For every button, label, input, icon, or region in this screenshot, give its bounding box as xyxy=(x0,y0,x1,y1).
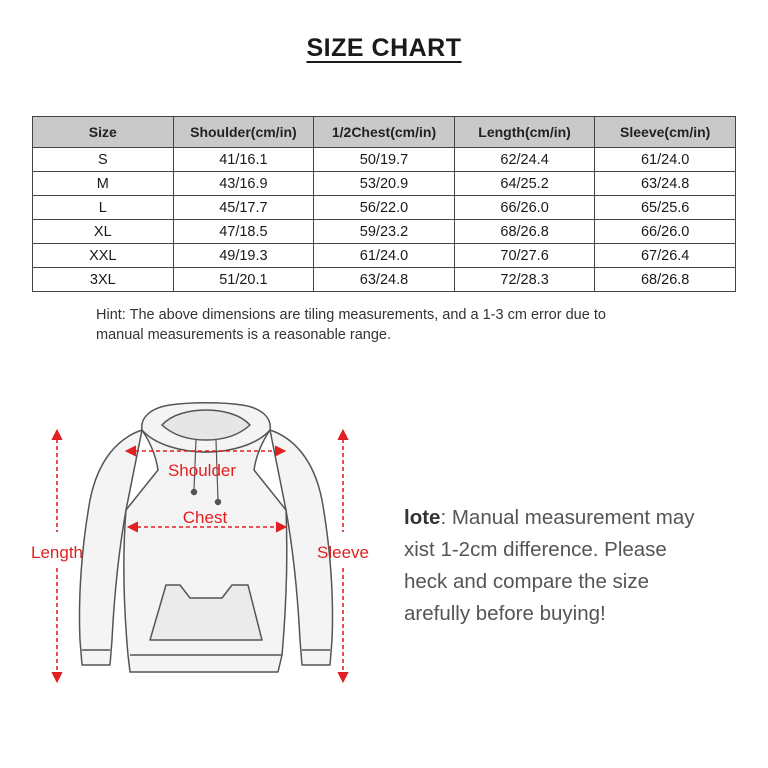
title-text: SIZE CHART xyxy=(306,34,462,62)
cell: 68/26.8 xyxy=(454,220,595,244)
cell: 72/28.3 xyxy=(454,268,595,292)
cell: XL xyxy=(33,220,174,244)
cell: L xyxy=(33,196,174,220)
cell: 70/27.6 xyxy=(454,244,595,268)
cell: 64/25.2 xyxy=(454,172,595,196)
note-line-2: xist 1-2cm difference. Please xyxy=(404,538,667,561)
cell: 61/24.0 xyxy=(314,244,455,268)
cell: 51/20.1 xyxy=(173,268,314,292)
cell: 63/24.8 xyxy=(314,268,455,292)
col-sleeve: Sleeve(cm/in) xyxy=(595,117,736,148)
size-table xyxy=(32,116,736,292)
cell: 59/23.2 xyxy=(314,220,455,244)
col-size: Size xyxy=(33,117,174,148)
hint-line-1: Hint: The above dimensions are tiling measurements, and a 1-3 cm error due to xyxy=(96,307,606,323)
cell: 63/24.8 xyxy=(595,172,736,196)
hint-text xyxy=(96,305,716,345)
cell: 47/18.5 xyxy=(173,220,314,244)
cell: S xyxy=(33,148,174,172)
cell: 56/22.0 xyxy=(314,196,455,220)
shoulder-label: Shoulder xyxy=(167,461,237,480)
table-row xyxy=(33,244,736,268)
table-row xyxy=(33,148,736,172)
hint-line-2: manual measurements is a reasonable range. xyxy=(96,327,391,343)
col-length: Length(cm/in) xyxy=(454,117,595,148)
table-header-row xyxy=(33,117,736,148)
cell: XXL xyxy=(33,244,174,268)
page-title xyxy=(0,34,768,63)
table-row xyxy=(33,268,736,292)
cell: 45/17.7 xyxy=(173,196,314,220)
cell: 3XL xyxy=(33,268,174,292)
note-text xyxy=(404,502,754,630)
cell: 67/26.4 xyxy=(595,244,736,268)
chest-label: Chest xyxy=(182,508,228,527)
note-line-1 xyxy=(404,502,754,534)
col-half-chest: 1/2Chest(cm/in) xyxy=(314,117,455,148)
cell: 50/19.7 xyxy=(314,148,455,172)
cell: 53/20.9 xyxy=(314,172,455,196)
cell: 65/25.6 xyxy=(595,196,736,220)
length-label: Length xyxy=(31,543,83,562)
note-line-4: arefully before buying! xyxy=(404,602,606,625)
col-shoulder: Shoulder(cm/in) xyxy=(173,117,314,148)
table-row xyxy=(33,172,736,196)
hoodie-outline-icon xyxy=(79,403,332,672)
cell: M xyxy=(33,172,174,196)
cell: 61/24.0 xyxy=(595,148,736,172)
cell: 68/26.8 xyxy=(595,268,736,292)
table-row xyxy=(33,196,736,220)
cell: 43/16.9 xyxy=(173,172,314,196)
cell: 41/16.1 xyxy=(173,148,314,172)
note-label: lote xyxy=(404,506,441,529)
cell: 62/24.4 xyxy=(454,148,595,172)
cell: 66/26.0 xyxy=(595,220,736,244)
cell: 49/19.3 xyxy=(173,244,314,268)
note-line-3: heck and compare the size xyxy=(404,570,649,593)
cell: 66/26.0 xyxy=(454,196,595,220)
note-line-1-text: : Manual measurement may xyxy=(440,506,695,529)
sleeve-label: Sleeve xyxy=(317,543,369,562)
table-row xyxy=(33,220,736,244)
hoodie-measurement-diagram xyxy=(0,395,400,695)
